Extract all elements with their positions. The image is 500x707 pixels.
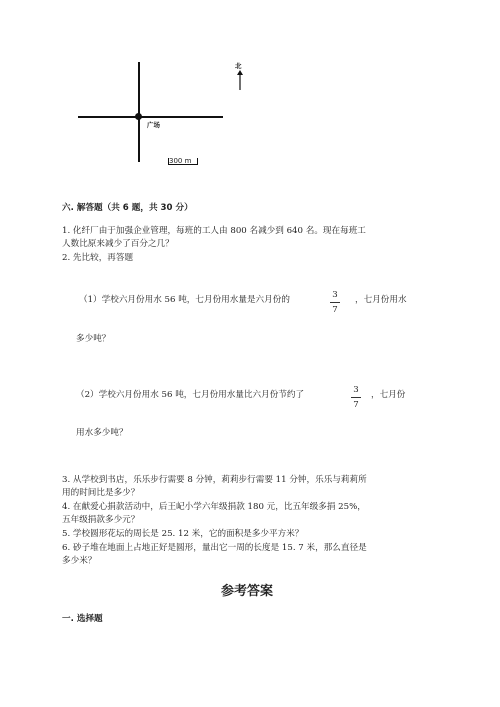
question-2b-text: （2）学校六月份用水 56 吨，七月份用水量比六月份节约了 — [76, 390, 305, 400]
scale-label: 300 m — [169, 157, 192, 165]
question-6-line-1: 6. 砂子堆在地面上占地正好是圆形，量出它一周的长度是 15. 7 米，那么直径是 — [62, 543, 367, 553]
question-3-line-1: 3. 从学校到书店，乐乐步行需要 8 分钟，莉莉步行需要 11 分钟，乐乐与莉莉所 — [62, 475, 367, 485]
map-diagram — [0, 0, 500, 180]
fraction-denominator: 7 — [353, 400, 359, 410]
question-2a-line-2: 多少吨？ — [76, 334, 111, 344]
plaza-label: 广场 — [147, 121, 160, 129]
north-label: 北 — [235, 62, 242, 70]
question-2-intro: 2. 先比较，再答题 — [62, 253, 134, 263]
question-1-line-2: 人数比原来减少了百分之几？ — [62, 239, 174, 249]
north-arrow-icon — [236, 70, 244, 90]
fraction-3-7-a — [329, 290, 341, 315]
question-6-line-2: 多少米？ — [62, 556, 97, 566]
horizontal-road — [78, 116, 223, 118]
question-2a-text-after: ，七月份用水 — [355, 295, 407, 305]
question-4-line-2: 五年级捐款多少元？ — [62, 515, 140, 525]
plaza-dot — [135, 113, 142, 120]
fraction-numerator: 3 — [353, 385, 359, 395]
fraction-3-7-b — [350, 385, 362, 410]
question-1-line-1: 1. 化纤厂由于加强企业管理，每班的工人由 800 名减少到 640 名。现在每班工 — [62, 226, 366, 236]
question-2b-text-after: ，七月份 — [371, 390, 406, 400]
question-2a-text: （1）学校六月份用水 56 吨，七月份用水量是六月份的 — [79, 295, 290, 305]
question-2b-line-2: 用水多少吨？ — [76, 428, 128, 438]
section-heading: 六. 解答题（共 6 题，共 30 分） — [62, 203, 193, 213]
question-5-line-1: 5. 学校圆形花坛的周长是 25. 12 米，它的面积是多少平方米？ — [62, 529, 304, 539]
question-3-line-2: 用的时间比是多少？ — [62, 488, 140, 498]
vertical-road — [138, 62, 140, 162]
fraction-denominator: 7 — [332, 305, 338, 315]
fraction-numerator: 3 — [332, 290, 338, 300]
question-4-line-1: 4. 在献爱心捐款活动中，后王屺小学六年级捐款 180 元，比五年级多捐 25%， — [62, 502, 366, 512]
answers-title: 参考答案 — [221, 584, 274, 599]
answers-section-1: 一. 选择题 — [62, 614, 103, 624]
